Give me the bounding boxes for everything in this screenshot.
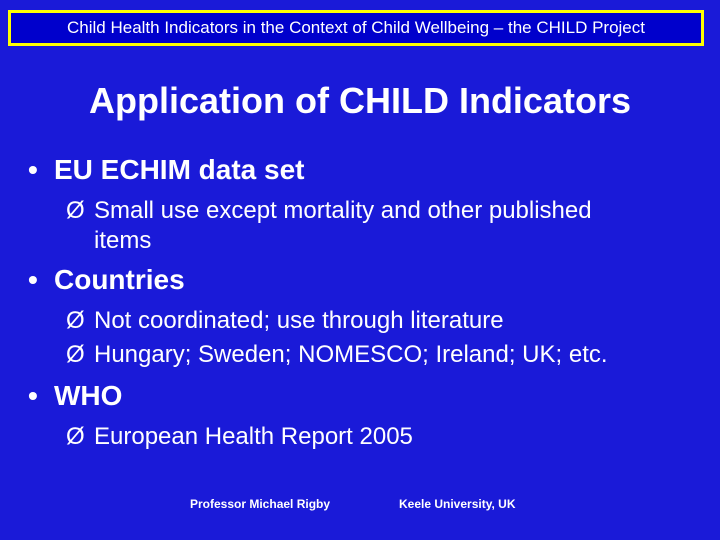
sub-bullet-item	[66, 422, 413, 452]
sub-bullet-continuation: items	[94, 227, 152, 254]
header-banner-text: Child Health Indicators in the Context of Child Wellbeing – the CHILD Project	[67, 18, 645, 37]
bullet-item	[28, 380, 122, 412]
arrow-icon: Ø	[66, 197, 85, 224]
sub-bullet-text: Small use except mortality and other published	[94, 197, 592, 224]
sub-bullet-item	[66, 340, 608, 370]
sub-bullet-item	[66, 306, 504, 336]
sub-bullet-item	[66, 196, 592, 256]
sub-bullet-text: European Health Report 2005	[94, 423, 413, 450]
bullet-text: Countries	[54, 264, 185, 295]
arrow-icon: Ø	[66, 307, 85, 334]
bullet-text: EU ECHIM data set	[54, 154, 305, 185]
sub-bullet-text: Hungary; Sweden; NOMESCO; Ireland; UK; etc.	[94, 341, 608, 368]
slide-title: Application of CHILD Indicators	[88, 80, 631, 121]
bullet-text: WHO	[54, 380, 123, 411]
header-banner	[8, 10, 704, 46]
bullet-item	[28, 154, 305, 186]
bullet-icon: •	[28, 154, 38, 185]
bullet-icon: •	[28, 264, 38, 295]
bullet-item	[28, 264, 185, 296]
footer-author: Professor Michael Rigby	[190, 497, 331, 511]
arrow-icon: Ø	[66, 423, 85, 450]
arrow-icon: Ø	[66, 341, 85, 368]
sub-bullet-text: Not coordinated; use through literature	[94, 307, 504, 334]
footer-institution: Keele University, UK	[399, 497, 516, 511]
bullet-icon: •	[28, 380, 38, 411]
